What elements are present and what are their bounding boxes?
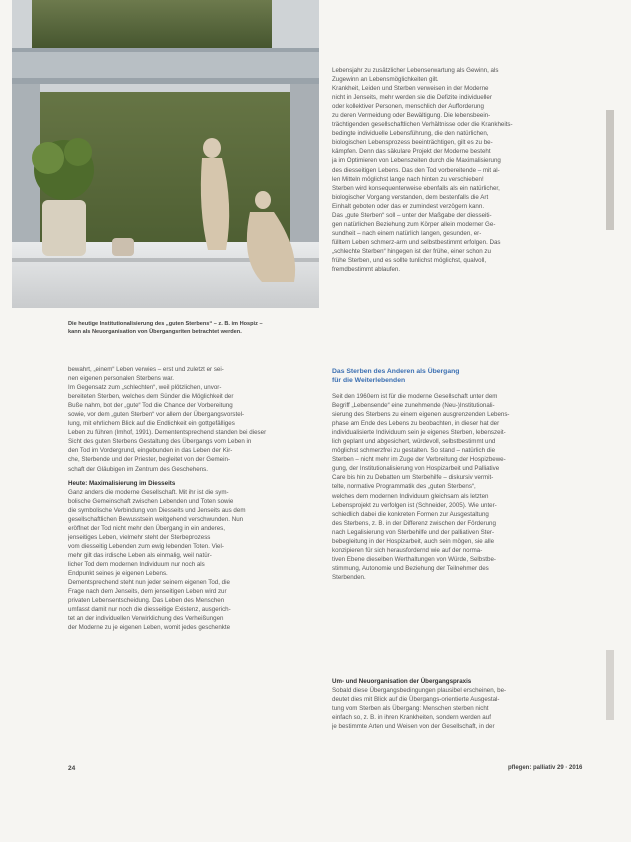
text-line: privaten Lebensentscheidung. Das Leben des Menschen	[68, 597, 225, 605]
text-line: stimmung, Autonomie und Beziehung der Teilnehmer des	[332, 564, 489, 572]
text-line: Lebensprojekt zu verfolgen ist (Schneider, 2005). Wie unter-	[332, 501, 497, 509]
text-line: trächtigenden gesellschaftlichen Verhältnisse oder die Krankheits-	[332, 121, 513, 129]
text-line: Begriff „Lebensende“ eine zunehmende (Neu-)Institutionali-	[332, 402, 495, 410]
text-line: Im Gegensatz zum „schlechten“, weil plötzlichen, unvor-	[68, 384, 222, 392]
text-line: sundheit – nach einem natürlich langen, gesunden, er-	[332, 229, 482, 237]
text-line: oder kollektiver Personen, menschlich der Aufforderung	[332, 103, 484, 111]
text-line: mehr gilt das irdische Leben als einmalig, weil natür-	[68, 551, 212, 559]
text-line: Sicht des guten Sterbens Gestaltung des Übergangs vom Leben in	[68, 438, 252, 446]
text-line: schaft der Gläubigen im Zentrum des Geschehens.	[68, 465, 208, 473]
text-line: biologischer Vorgang verstanden, dem bestenfalls die Art	[332, 193, 489, 201]
text-line: gung, der Institutionalisierung von Hospizarbeit und Palliative	[332, 465, 500, 473]
text-line: Leben zu führen (Imhof, 1991). Demententsprechend standen bei dieser	[68, 429, 267, 437]
text-line: einfach so, z. B. in ihren Krankheiten, sondern werden auf	[332, 714, 491, 722]
text-line: Lebensjahr zu zusätzlicher Lebenserwartung als Gewinn, als	[332, 67, 499, 74]
text-line: bedingte individuelle Lebensführung, die den natürlichen,	[332, 130, 489, 138]
paragraph	[68, 383, 322, 473]
text-line: frühe Sterben, und es sollte tunlichst möglichst, qualvoll,	[332, 256, 487, 264]
text-line: die symbolische Verbindung von Diesseits und Jenseits aus dem	[68, 506, 246, 514]
text-line: „schlechte Sterben“ hingegen ist der frühe, einer schon zu	[332, 247, 491, 255]
text-line: licher Tod dem modernen Individuum nur noch als	[68, 560, 205, 568]
text-line: fülltem Leben schmerz-arm und selbstbestimmt erfolgen. Das	[332, 238, 501, 246]
text-line: Buße nahm, bot der „gute“ Tod die Chance der Vorbereitung	[68, 402, 233, 410]
right-column-bottom	[332, 677, 594, 731]
section-heading: Heute: Maximalisierung im Diesseits	[68, 479, 176, 487]
margin-strip	[606, 650, 614, 720]
text-line: Seit den 1960ern ist für die moderne Gesellschaft unter dem	[332, 393, 498, 400]
journal-footer: pflegen: palliativ 29 · 2016	[508, 765, 583, 771]
text-line: möglichst schmerzfrei zu gestalten. So stand – natürlich die	[332, 447, 496, 455]
text-line: Ganz anders die moderne Gesellschaft. Mit ihr ist die sym-	[68, 488, 229, 496]
text-line: Care bis hin zu Debatten um Sterbehilfe – diskursiv vermit-	[332, 474, 494, 482]
text-line: phase am Ende des Lebens zu beobachten, in dieser hat der	[332, 420, 500, 428]
text-line: nen eigenen personalen Sterbens war.	[68, 375, 174, 383]
text-line: gen natürlichen Beziehung zum Körper allein moderner Ge-	[332, 220, 496, 228]
right-column-middle	[332, 367, 594, 582]
text-line: lung, mit ehrlichem Blick auf die Endlichkeit ein gottgefälliges	[68, 420, 235, 428]
text-line: ja im Optimieren von Lebenszeiten durch die Maximalisierung	[332, 157, 501, 165]
text-line: Frage nach dem Jenseits, dem jenseitigen Leben wird zur	[68, 588, 227, 596]
margin-strip	[606, 110, 614, 230]
text-line: sierung des Sterbens zu einem eigenen ausgrenzenden Lebens-	[332, 411, 510, 419]
section-heading: Um- und Neuorganisation der Übergangspraxis	[332, 678, 472, 685]
text-line: bewahrt, „einem“ Leben verwies – erst und zuletzt er sei-	[68, 366, 224, 373]
photo-illustration	[12, 0, 319, 308]
text-line: nicht in Jenseits, mehr werden sie die Defizite individueller	[332, 94, 492, 102]
text-line: Sterbenden.	[332, 573, 366, 581]
section-heading: für die Weiterlebenden	[332, 377, 406, 384]
text-line: gesellschaftlichen Bewusstsein weitgehend verschwunden. Nun	[68, 515, 244, 523]
text-line: Sobald diese Übergangsbedingungen plausibel erscheinen, be-	[332, 687, 507, 695]
text-line: telte, normative Programmatik des „guten Sterbens“,	[332, 483, 476, 491]
text-line: Dementsprechend steht nun jeder seinem eigenen Tod, die	[68, 579, 230, 587]
caption-line: kann als Neuorganisation von Übergangsriten betrachtet werden.	[68, 329, 242, 335]
text-line: je bestimmte Arten und Weisen von der Gesellschaft, in der	[332, 723, 495, 731]
text-line: tung vom Sterben als Übergang: Menschen sterben nicht	[332, 705, 489, 713]
text-line: den Tod im Vordergrund, eingebunden in das Leben der Kir-	[68, 447, 233, 455]
paragraph	[68, 365, 322, 383]
text-line: des diesseitigen Lebens. Das den Tod vorbereitende – mit al-	[332, 166, 500, 174]
text-line: Zugewinn an Lebensmöglichkeiten gilt.	[332, 76, 439, 84]
text-line: len Mitteln möglichst lange nach hinten zu verschieben!	[332, 175, 484, 183]
text-line: vom diesseitig Lebenden zum ewig lebenden Toten. Viel-	[68, 542, 224, 550]
text-line: sowie, vor dem „guten Sterben“ vor allem der Übergangsvorstel-	[68, 411, 245, 419]
text-line: welches dem modernen Individuum gleichsam als letzten	[332, 492, 489, 500]
paragraph	[68, 488, 322, 578]
text-line: bereiteten Sterben, welches dem Sünder die Möglichkeit der	[68, 393, 234, 401]
text-line: deutet dies mit Blick auf die Übergangs-orientierte Ausgestal-	[332, 696, 500, 704]
text-line: bebegleitung in der Hospizarbeit, auch sein mögen, sie alle	[332, 537, 495, 545]
text-line: kämpfen. Denn das säkulare Projekt der Moderne besteht	[332, 148, 491, 156]
text-line: Endpunkt seines je eigenen Lebens.	[68, 570, 168, 578]
text-line: des Sterbens, z. B. in der Differenz zwischen der Förderung	[332, 519, 496, 527]
text-line: tet an der individuellen Verwirklichung des Verheißungen	[68, 615, 224, 623]
text-line: individualisierte Individuum sein je eigenes Sterben, lebenszeit-	[332, 429, 506, 437]
text-line: der Moderne zu je eigenen Leben, womit jedes geschenkte	[68, 624, 231, 632]
text-line: jenseitiges Leben, vielmehr steht der Sterbeprozess	[68, 533, 211, 541]
text-line: Das „gute Sterben“ soll – unter der Maßgabe der diesseiti-	[332, 211, 492, 219]
paragraph	[68, 578, 322, 632]
text-line: biologischen Lebensprozess beeinträchtigen, gilt es zu be-	[332, 139, 493, 147]
photo-caption	[68, 320, 318, 336]
right-column-top	[332, 66, 594, 274]
text-line: tiven Ebene dieselben Werthaltungen von Würde, Selbstbe-	[332, 555, 496, 563]
text-line: schiedlich dabei die konkreten Formen zur Ausgestaltung	[332, 510, 489, 518]
text-line: Einhalt geboten oder das er zumindest verzögern kann.	[332, 202, 485, 210]
caption-line: Die heutige Institutionalisierung des „guten Sterbens“ – z. B. im Hospiz –	[68, 321, 263, 327]
text-line: lich geplant und abgesichert, würdevoll, selbstbestimmt und	[332, 438, 496, 446]
text-line: konzipieren für sich herausfordernd wie auf der norma-	[332, 546, 483, 554]
text-line: zu deren Vermeidung oder Bewältigung. Die lebensbeein-	[332, 112, 491, 120]
section-heading: Das Sterben des Anderen als Übergang	[332, 368, 460, 375]
text-line: umfasst damit nur noch die diesseitige Existenz, ausgerich-	[68, 606, 231, 614]
text-line: Sterben wird konsequenterweise ebenfalls als ein natürlicher,	[332, 184, 500, 192]
text-line: che, Sterbende und der Priester, begleitet von der Gemein-	[68, 456, 231, 464]
window-sculpture-photo	[12, 0, 319, 308]
text-line: Sterben – nicht mehr im Zuge der Verbreitung der Hospizbewe-	[332, 456, 506, 464]
text-line: nach Legalisierung von Sterbehilfe und der palliativen Ster-	[332, 528, 495, 536]
page-number: 24	[68, 765, 76, 772]
text-line: Krankheit, Leiden und Sterben verweisen in der Moderne	[332, 85, 489, 93]
text-line: eröffnet der Tod nicht mehr den Übergang in ein anderes,	[68, 524, 225, 532]
left-column	[68, 365, 322, 632]
text-line: bolische Gemeinschaft zwischen Lebenden und Toten sowie	[68, 497, 234, 505]
text-line: fremdbestimmt ablaufen.	[332, 266, 401, 274]
